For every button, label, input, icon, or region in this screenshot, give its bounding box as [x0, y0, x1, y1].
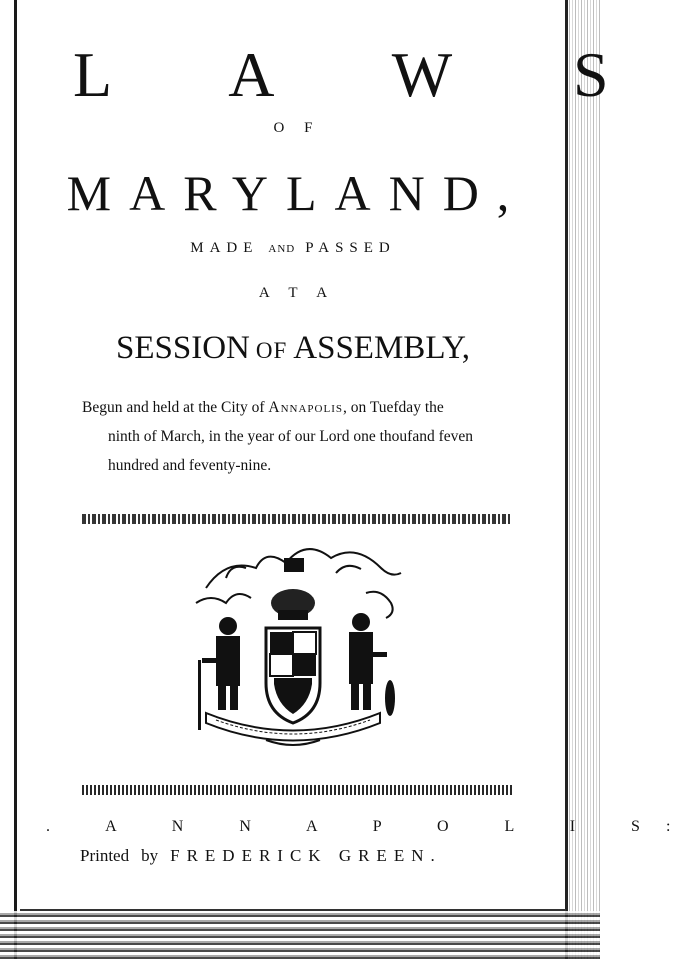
- maryland-seal-icon: [166, 548, 420, 758]
- imprint-place: . A N N A P O L I S:: [46, 818, 696, 835]
- and-word: AND: [268, 243, 296, 255]
- session-word: SESSION: [115, 330, 250, 366]
- page-right-gutter: [566, 0, 600, 959]
- by-word: by: [141, 846, 159, 865]
- title-of: O F: [273, 120, 321, 136]
- ornament-rule-bottom: [82, 785, 512, 795]
- page-left-rule: [14, 0, 17, 959]
- page-bottom-edge: [0, 911, 600, 959]
- ornament-rule-top: [82, 514, 512, 524]
- passed-word: PASSED: [305, 240, 396, 256]
- page-left-margin: [0, 0, 20, 959]
- imprint-printer: [80, 846, 520, 866]
- session-description: [82, 393, 522, 480]
- made-and-passed: [20, 240, 566, 257]
- at-a: A T A: [258, 285, 336, 301]
- description-line-1: Begun and held at the City of Annapolis, on Tuefday the: [82, 399, 444, 416]
- session-of-assembly: [20, 330, 566, 367]
- title-page: [20, 0, 696, 911]
- printed-word: Printed: [80, 846, 130, 865]
- made-word: MADE: [190, 240, 259, 256]
- description-line-3: hundred and feventy-nine.: [108, 457, 272, 474]
- printer-name: FREDERICK GREEN.: [170, 846, 442, 865]
- title-laws: L A W S: [73, 39, 662, 110]
- title-maryland: MARYLAND,: [66, 165, 528, 221]
- of-word: OF: [255, 338, 288, 363]
- description-line-2: ninth of March, in the year of our Lord one thoufand feven: [108, 428, 473, 445]
- assembly-word: ASSEMBLY,: [293, 330, 470, 366]
